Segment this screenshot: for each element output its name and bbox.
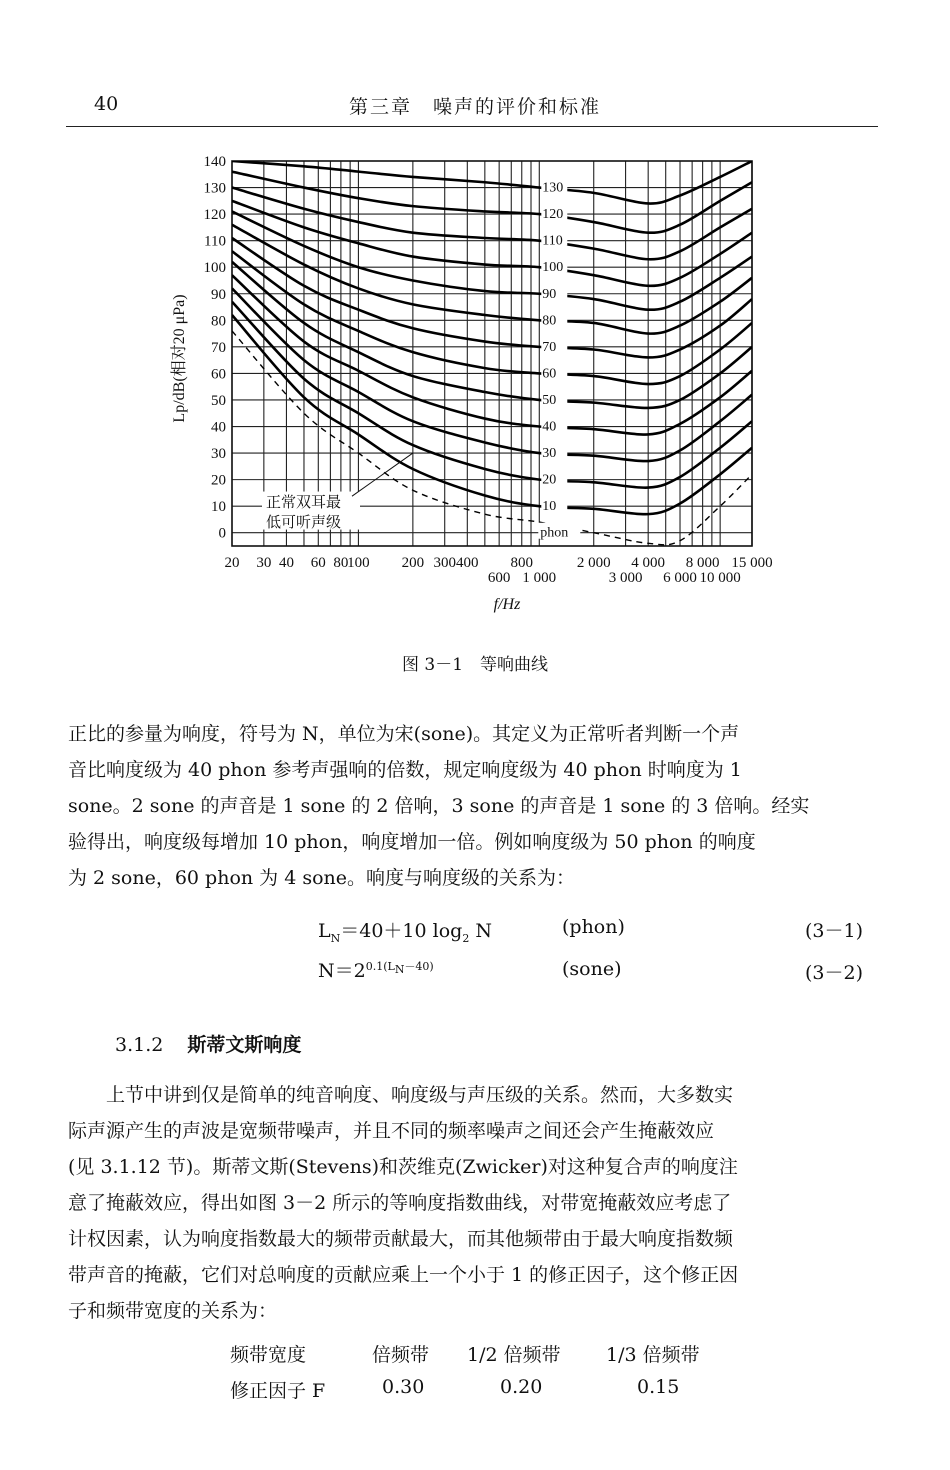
x-tick-label: 20 (224, 555, 240, 571)
x-tick-label: 10 000 (699, 570, 741, 586)
text-line: 为 2 sone，60 phon 为 4 sone。响度与响度级的关系为： (68, 867, 576, 889)
text-line: 子和频带宽度的关系为： (68, 1300, 278, 1322)
paragraph-loudness-definition (68, 716, 880, 896)
equal-loudness-chart (160, 148, 800, 628)
text-line: 带声音的掩蔽，它们对总响度的贡献应乘上一个小于 1 的修正因子，这个修正因 (68, 1264, 739, 1286)
section-number: 3.1.2 (115, 1034, 164, 1056)
table-row-label: 修正因子 F (230, 1380, 326, 1402)
table-cell: 1/3 倍频带 (606, 1344, 700, 1366)
y-tick-label: 70 (211, 339, 226, 356)
equation-3-1-number: (3－1) (805, 920, 864, 942)
text-line: 上节中讲到仅是简单的纯音响度、响度级与声压级的关系。然而，大多数实 (68, 1084, 734, 1106)
table-cell: 1/2 倍频带 (467, 1344, 561, 1366)
phon-label: 130 (542, 180, 564, 196)
equation-3-1-unit: (phon) (562, 916, 625, 938)
text-line: 验得出，响度级每增加 10 phon，响度增加一倍。例如响度级为 50 phon 的响度 (68, 831, 756, 853)
phon-curve-70 (232, 238, 752, 357)
y-tick-label: 20 (211, 472, 226, 489)
y-tick-label: 90 (211, 286, 226, 303)
header-rule (66, 126, 878, 127)
phon-label: 110 (542, 233, 563, 249)
annotation-phon: phon (540, 525, 569, 541)
annotation-threshold-line2: 低可听声级 (266, 513, 342, 532)
x-tick-label: 600 (487, 570, 511, 586)
y-tick-label: 80 (211, 313, 226, 330)
phon-curve-40 (232, 275, 752, 434)
x-tick-label: 30 (256, 555, 272, 571)
phon-label: 30 (542, 446, 557, 462)
text-line: (见 3.1.12 节)。斯蒂文斯(Stevens)和茨维克(Zwicker)对这种复合声的响度注 (68, 1156, 738, 1178)
y-tick-label: 120 (203, 207, 226, 224)
x-tick-label: 80 (333, 555, 349, 571)
y-tick-label: 140 (203, 154, 226, 170)
phon-label: 50 (542, 392, 557, 408)
text-line: 计权因素，认为响度指数最大的频带贡献最大，而其他频带由于最大响度指数频 (68, 1228, 734, 1250)
phon-label: 90 (542, 286, 557, 302)
text-line: sone。2 sone 的声音是 1 sone 的 2 倍响，3 sone 的声音是 1 sone 的 3 倍响。经实 (68, 795, 810, 817)
y-tick-label: 10 (211, 499, 226, 516)
phon-curve-30 (232, 288, 752, 461)
phon-label: 40 (542, 419, 557, 435)
y-tick-label: 0 (218, 525, 226, 542)
x-tick-label: 3 000 (608, 570, 643, 586)
equation-3-2-unit: (sone) (562, 958, 622, 980)
equation-3-2: $N=2^{0.1(L_N-40)}$ (318, 959, 434, 982)
x-tick-label: 15 000 (731, 555, 773, 571)
page-number: 40 (94, 93, 119, 115)
paragraph-stevens-loudness (68, 1077, 880, 1329)
phon-label: 100 (542, 260, 564, 276)
phon-label: 60 (542, 366, 557, 382)
phon-label: 10 (542, 499, 557, 515)
x-axis-label: f/Hz (493, 596, 521, 613)
phon-label: 80 (542, 313, 557, 329)
phon-label: 20 (542, 472, 557, 488)
x-tick-label: 300 (433, 555, 456, 571)
table-cell: 0.15 (637, 1376, 680, 1398)
text-line: 音比响度级为 40 phon 参考声强响的倍数，规定响度级为 40 phon 时响度为 1 (68, 759, 742, 781)
section-heading (115, 1030, 301, 1057)
x-tick-label: 40 (278, 555, 294, 571)
text-line: 意了掩蔽效应，得出如图 3－2 所示的等响度指数曲线，对带宽掩蔽效应考虑了 (68, 1192, 732, 1214)
x-tick-label: 4 000 (631, 555, 666, 571)
y-tick-label: 130 (203, 180, 226, 197)
text-line: 际声源产生的声波是宽频带噪声，并且不同的频率噪声之间还会产生掩蔽效应 (68, 1120, 715, 1142)
annotation-threshold-line1: 正常双耳最 (266, 493, 342, 512)
x-tick-label: 2 000 (576, 555, 611, 571)
chapter-title: 第三章 噪声的评价和标准 (348, 96, 601, 118)
table-row-label: 频带宽度 (230, 1344, 307, 1366)
phon-curve-130 (232, 161, 752, 204)
y-tick-label: 50 (211, 392, 226, 409)
table-cell: 0.20 (500, 1376, 543, 1398)
figure-caption: 图 3－1 等响曲线 (401, 655, 549, 675)
section-title: 斯蒂文斯响度 (187, 1034, 302, 1056)
y-tick-label: 110 (204, 233, 226, 250)
phon-label: 70 (542, 339, 557, 355)
phon-label: 120 (542, 207, 564, 223)
y-axis-label: Lp/dB(相对20 μPa) (171, 294, 188, 423)
x-tick-label: 8 000 (685, 555, 720, 571)
equation-3-1: $L_N=40+10$ $\log_2 N$ (318, 920, 492, 945)
text-line: 正比的参量为响度，符号为 N，单位为宋(sone)。其定义为正常听者判断一个声 (68, 723, 740, 745)
table-cell: 倍频带 (372, 1344, 430, 1366)
y-tick-label: 100 (203, 260, 226, 277)
x-tick-label: 800 (510, 555, 534, 571)
y-tick-label: 30 (211, 446, 226, 463)
x-tick-label: 1 000 (522, 570, 557, 586)
phon-curve-120 (232, 172, 752, 233)
x-tick-label: 100 (347, 555, 370, 571)
annotation-leader (352, 453, 413, 496)
y-tick-label: 60 (211, 366, 226, 383)
y-tick-label: 40 (211, 419, 226, 436)
x-tick-label: 200 (401, 555, 425, 571)
x-tick-label: 6 000 (663, 570, 697, 586)
x-tick-label: 400 (456, 555, 479, 571)
table-cell: 0.30 (382, 1376, 425, 1398)
curve-group (232, 161, 752, 545)
phon-curve-50 (232, 262, 752, 408)
equation-3-2-number: (3－2) (805, 962, 864, 984)
x-tick-label: 60 (310, 555, 326, 571)
